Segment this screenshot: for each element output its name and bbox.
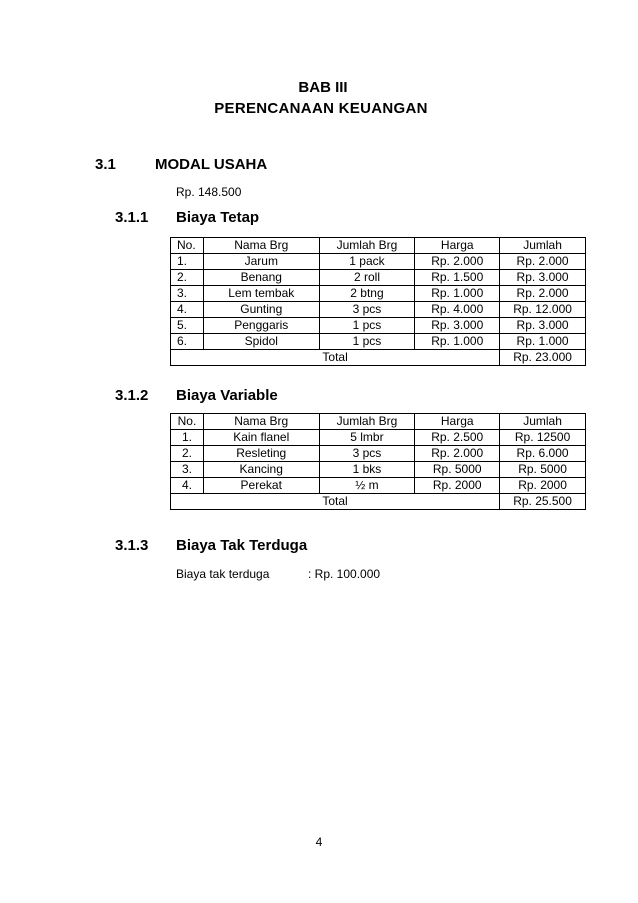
header-jumlah: Jumlah: [500, 238, 586, 254]
table-row: [171, 302, 586, 318]
cell-no: 4.: [171, 478, 204, 494]
variable-cost-table: [170, 413, 586, 510]
cell-name: Jarum: [203, 254, 319, 270]
cell-name: Resleting: [203, 446, 319, 462]
cell-total: Rp. 3.000: [500, 270, 586, 286]
header-harga: Harga: [415, 238, 500, 254]
cell-total: Rp. 12.000: [500, 302, 586, 318]
unexpected-cost-value: : Rp. 100.000: [308, 567, 381, 581]
table-row: [171, 462, 586, 478]
chapter-label: BAB III: [298, 79, 348, 96]
cell-name: Penggaris: [203, 318, 319, 334]
header-jumlah-brg: Jumlah Brg: [319, 238, 415, 254]
cell-price: Rp. 4.000: [415, 302, 500, 318]
cell-qty: 1 pack: [319, 254, 415, 270]
cell-qty: 1 pcs: [319, 334, 415, 350]
cell-name: Kancing: [203, 462, 319, 478]
header-jumlah-brg: Jumlah Brg: [319, 414, 415, 430]
subsection-number: 3.1.3: [115, 537, 149, 554]
cell-name: Lem tembak: [203, 286, 319, 302]
cell-qty: 2 btng: [319, 286, 415, 302]
cell-no: 6.: [171, 334, 204, 350]
capital-amount: Rp. 148.500: [176, 185, 242, 199]
cell-total: Rp. 3.000: [500, 318, 586, 334]
table-total-row: [171, 350, 586, 366]
cell-name: Spidol: [203, 334, 319, 350]
unexpected-cost-label: Biaya tak terduga: [176, 567, 270, 581]
cell-price: Rp. 2.000: [415, 254, 500, 270]
cell-total: Rp. 6.000: [500, 446, 586, 462]
cell-total: Rp. 12500: [500, 430, 586, 446]
table-row: [171, 430, 586, 446]
header-nama-brg: Nama Brg: [203, 238, 319, 254]
total-value: Rp. 25.500: [500, 494, 586, 510]
cell-qty: 1 pcs: [319, 318, 415, 334]
cell-price: Rp. 1.000: [415, 286, 500, 302]
cell-no: 1.: [171, 430, 204, 446]
header-jumlah: Jumlah: [500, 414, 586, 430]
cell-price: Rp. 1.000: [415, 334, 500, 350]
cell-name: Perekat: [203, 478, 319, 494]
cell-name: Gunting: [203, 302, 319, 318]
cell-no: 3.: [171, 462, 204, 478]
cell-total: Rp. 2.000: [500, 254, 586, 270]
subsection-number: 3.1.2: [115, 387, 149, 404]
table-row: [171, 318, 586, 334]
subsection-title: Biaya Variable: [176, 387, 278, 404]
page-number: 4: [315, 835, 323, 849]
cell-price: Rp. 2.000: [415, 446, 500, 462]
cell-qty: 3 pcs: [319, 446, 415, 462]
table-row: [171, 286, 586, 302]
table-row: [171, 270, 586, 286]
cell-no: 4.: [171, 302, 204, 318]
table-row: [171, 334, 586, 350]
cell-total: Rp. 2.000: [500, 286, 586, 302]
cell-name: Benang: [203, 270, 319, 286]
cell-no: 2.: [171, 446, 204, 462]
cell-total: Rp. 1.000: [500, 334, 586, 350]
table-total-row: [171, 494, 586, 510]
cell-qty: 2 roll: [319, 270, 415, 286]
table-row: [171, 254, 586, 270]
total-label: Total: [171, 350, 500, 366]
fixed-cost-table: [170, 237, 586, 366]
total-label: Total: [171, 494, 500, 510]
cell-total: Rp. 5000: [500, 462, 586, 478]
cell-name: Kain flanel: [203, 430, 319, 446]
cell-no: 2.: [171, 270, 204, 286]
cell-price: Rp. 2.500: [415, 430, 500, 446]
cell-price: Rp. 3.000: [415, 318, 500, 334]
cell-qty: 3 pcs: [319, 302, 415, 318]
header-no: No.: [171, 414, 204, 430]
section-title: MODAL USAHA: [155, 156, 268, 173]
cell-qty: ½ m: [319, 478, 415, 494]
section-number: 3.1: [95, 156, 116, 173]
table-row: [171, 446, 586, 462]
header-nama-brg: Nama Brg: [203, 414, 319, 430]
total-value: Rp. 23.000: [500, 350, 586, 366]
cell-no: 3.: [171, 286, 204, 302]
cell-qty: 5 lmbr: [319, 430, 415, 446]
cell-no: 1.: [171, 254, 204, 270]
chapter-title: PERENCANAAN KEUANGAN: [214, 100, 428, 117]
cell-price: Rp. 5000: [415, 462, 500, 478]
subsection-number: 3.1.1: [115, 209, 149, 226]
cell-qty: 1 bks: [319, 462, 415, 478]
table-header-row: [171, 238, 586, 254]
cell-total: Rp. 2000: [500, 478, 586, 494]
header-harga: Harga: [415, 414, 500, 430]
table-header-row: [171, 414, 586, 430]
cell-price: Rp. 2000: [415, 478, 500, 494]
cell-price: Rp. 1.500: [415, 270, 500, 286]
subsection-title: Biaya Tak Terduga: [176, 537, 308, 554]
header-no: No.: [171, 238, 204, 254]
table-row: [171, 478, 586, 494]
subsection-title: Biaya Tetap: [176, 209, 260, 226]
cell-no: 5.: [171, 318, 204, 334]
